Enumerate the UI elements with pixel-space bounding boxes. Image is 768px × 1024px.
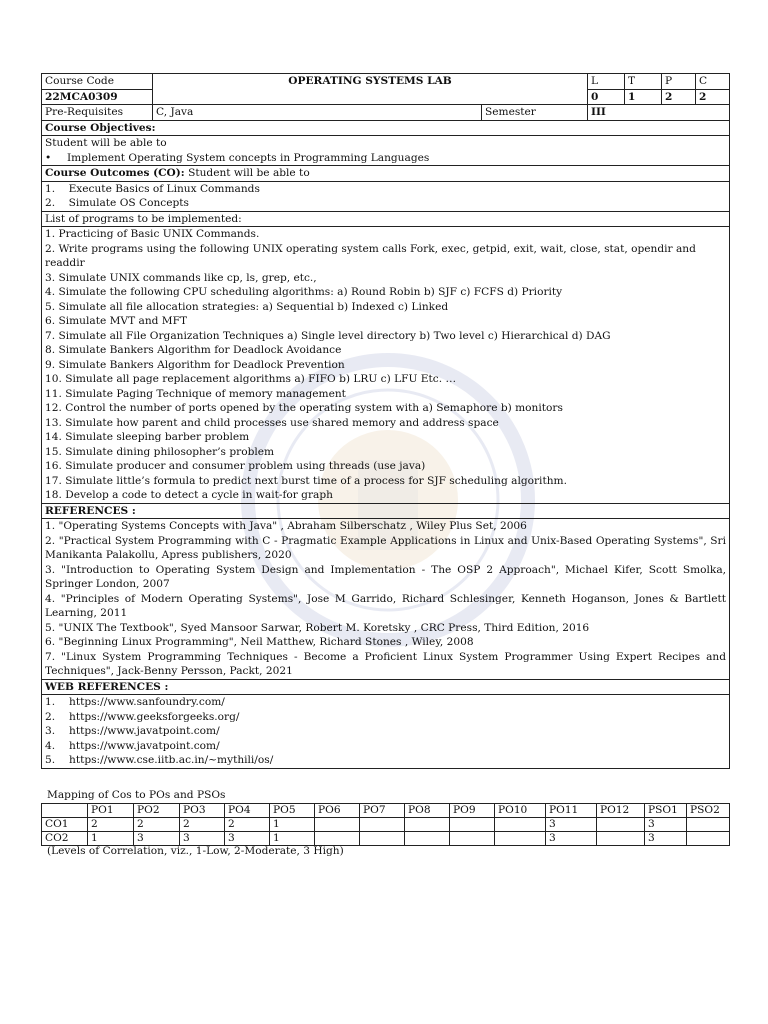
mapping-cell (450, 818, 495, 832)
course-table (41, 73, 730, 769)
reference-item: 1. "Operating Systems Concepts with Java" , Abraham Silberschatz , Wiley Plus Set, 2006 (45, 520, 527, 532)
web-reference-link[interactable]: https://www.cse.iitb.ac.in/~mythili/os/ (69, 754, 274, 766)
program-item: 10. Simulate all page replacement algorithms a) FIFO b) LRU c) LFU Etc. … (45, 373, 457, 385)
mapping-header-cell: PO2 (134, 804, 180, 818)
program-item: 3. Simulate UNIX commands like cp, ls, grep, etc., (45, 271, 317, 284)
program-item: 5. Simulate all file allocation strategies: a) Sequential b) Indexed c) Linked (45, 300, 449, 313)
mapping-cell: 3 (645, 818, 687, 832)
references-title: REFERENCES : (42, 503, 730, 519)
mapping-cell: 3 (546, 832, 597, 846)
mapping-cell (405, 832, 450, 846)
ltpc-value-p: 2 (662, 89, 696, 105)
program-item: 7. Simulate all File Organization Techniques a) Single level directory b) Two level c) Hierarchical d) DAG (45, 329, 611, 342)
mapping-cell: 2 (225, 818, 270, 832)
mapping-caption: Mapping of Cos to POs and PSOs (47, 789, 226, 801)
objectives-body-row (42, 136, 730, 166)
web-reference-link[interactable]: https://www.javatpoint.com/ (69, 739, 220, 752)
objectives-intro: Student will be able to (45, 137, 167, 149)
web-reference-number: 5. (45, 754, 56, 766)
bullet-icon: • (45, 151, 52, 164)
ltpc-value-l: 0 (588, 89, 625, 105)
mapping-cell (450, 832, 495, 846)
mapping-cell (597, 818, 645, 832)
objectives-title-row (42, 120, 730, 136)
outcome-item: 1. Execute Basics of Linux Commands (45, 182, 260, 195)
ltpc-label-p: P (662, 74, 696, 90)
web-reference-item (45, 710, 726, 725)
semester-value: III (588, 105, 730, 121)
ltpc-label-l: L (588, 74, 625, 90)
outcomes-heading (42, 166, 730, 182)
web-reference-number: 4. (45, 739, 56, 752)
program-item: 4. Simulate the following CPU scheduling algorithms: a) Round Robin b) SJF c) FCFS d) Priority (45, 286, 563, 298)
web-reference-number: 3. (45, 725, 56, 737)
objective-item: • Implement Operating System concepts in Programming Languages (45, 151, 430, 164)
web-references-list (42, 695, 730, 769)
mapping-row (42, 832, 730, 846)
mapping-cell: 3 (645, 832, 687, 846)
mapping-header-cell (42, 804, 88, 818)
program-item: 16. Simulate producer and consumer problem using threads (use java) (45, 460, 426, 472)
reference-item: 5. "UNIX The Textbook", Syed Mansoor Sarwar, Robert M. Koretsky , CRC Press, Third Edition, 2016 (45, 621, 590, 634)
web-reference-item (45, 695, 726, 710)
mapping-header-cell: PSO1 (645, 804, 687, 818)
mapping-cell (687, 832, 730, 846)
program-item: 14. Simulate sleeping barber problem (45, 431, 250, 443)
mapping-header-cell: PO1 (88, 804, 134, 818)
web-reference-link[interactable]: https://www.sanfoundry.com/ (69, 696, 225, 708)
mapping-header-cell: PO10 (495, 804, 546, 818)
web-references-title-row (42, 679, 730, 695)
objectives-title: Course Objectives: (42, 120, 730, 136)
header-row-3 (42, 105, 730, 121)
reference-item: 3. "Introduction to Operating System Design and Implementation - The OSP 2 Approach", Michael Kifer, Scott Smolka, Springer London, 2007 (45, 563, 727, 590)
ltpc-value-t: 1 (625, 89, 662, 105)
program-item: 6. Simulate MVT and MFT (45, 315, 188, 327)
course-title: OPERATING SYSTEMS LAB (153, 74, 588, 105)
web-reference-item (45, 753, 726, 768)
programs-list (42, 227, 730, 504)
mapping-header-cell: PSO2 (687, 804, 730, 818)
programs-body-row (42, 227, 730, 504)
program-item: 15. Simulate dining philosopher’s problem (45, 445, 275, 458)
program-item: 17. Simulate little’s formula to predict next burst time of a process for SJF scheduling algorithm. (45, 474, 567, 487)
program-item: 13. Simulate how parent and child processes use shared memory and address space (45, 416, 499, 429)
mapping-cell: 1 (270, 832, 315, 846)
mapping-cell (495, 818, 546, 832)
mapping-header-cell: PO3 (180, 804, 225, 818)
mapping-cell (495, 832, 546, 846)
mapping-cell: 1 (88, 832, 134, 846)
mapping-cell: 3 (180, 832, 225, 846)
header-row-1 (42, 74, 730, 90)
mapping-cell (360, 818, 405, 832)
mapping-cell (315, 832, 360, 846)
web-reference-link[interactable]: https://www.geeksforgeeks.org/ (69, 710, 240, 723)
mapping-header-cell: PO5 (270, 804, 315, 818)
program-item: 12. Control the number of ports opened by the operating system with a) Semaphore b) monitors (45, 402, 563, 414)
mapping-cell: 3 (225, 832, 270, 846)
mapping-cell: 1 (270, 818, 315, 832)
ltpc-label-t: T (625, 74, 662, 90)
outcomes-body-row (42, 181, 730, 211)
reference-item: 4. "Principles of Modern Operating Systems", Jose M Garrido, Richard Schlesinger, Kenneth Hoganson, Jones & Bartlett Learning, 2011 (45, 592, 727, 619)
outcomes-title: Course Outcomes (CO): (45, 167, 185, 179)
mapping-cell: CO1 (42, 818, 88, 832)
program-item: 11. Simulate Paging Technique of memory management (45, 387, 346, 400)
reference-item: 7. "Linux System Programming Techniques - Become a Proficient Linux System Programmer Using Expert Recipes and Techniques", Jack-Benny Persson, Packt, 2021 (45, 650, 727, 677)
correlation-levels-note: (Levels of Correlation, viz., 1-Low, 2-Moderate, 3 High) (47, 845, 344, 857)
mapping-cell (405, 818, 450, 832)
mapping-header-cell: PO7 (360, 804, 405, 818)
co-po-mapping-table (41, 803, 730, 846)
program-item: 1. Practicing of Basic UNIX Commands. (45, 228, 260, 240)
mapping-header-cell: PO9 (450, 804, 495, 818)
program-item: 8. Simulate Bankers Algorithm for Deadlock Avoidance (45, 344, 342, 356)
programs-title: List of programs to be implemented: (42, 211, 730, 227)
prereq-value: C, Java (153, 105, 482, 121)
outcomes-title-row (42, 166, 730, 182)
mapping-cell (360, 832, 405, 846)
ltpc-value-c: 2 (696, 89, 730, 105)
reference-item: 2. "Practical System Programming with C - Pragmatic Example Applications in Linux and Unix-Based Operating Systems", Sri Manikanta Palakollu, Apress publishers, 2020 (45, 534, 727, 561)
programs-title-row (42, 211, 730, 227)
mapping-cell: CO2 (42, 832, 88, 846)
prereq-label: Pre-Requisites (42, 105, 153, 121)
course-code-value: 22MCA0309 (42, 89, 153, 105)
web-references-title: WEB REFERENCES : (42, 679, 730, 695)
mapping-cell: 2 (88, 818, 134, 832)
program-item: 9. Simulate Bankers Algorithm for Deadlock Prevention (45, 358, 345, 371)
references-title-row (42, 503, 730, 519)
web-reference-number: 1. (45, 696, 56, 708)
web-reference-item (45, 724, 726, 739)
outcomes-intro: Student will be able to (184, 167, 310, 179)
outcomes-body (42, 181, 730, 211)
mapping-cell: 2 (180, 818, 225, 832)
course-syllabus-page (41, 73, 729, 769)
references-body-row (42, 519, 730, 680)
web-reference-item (45, 739, 726, 754)
web-reference-number: 2. (45, 710, 56, 723)
mapping-cell (687, 818, 730, 832)
web-references-body-row (42, 695, 730, 769)
mapping-cell: 3 (134, 832, 180, 846)
mapping-header-cell: PO8 (405, 804, 450, 818)
mapping-cell (315, 818, 360, 832)
references-list (42, 519, 730, 680)
program-item: 18. Develop a code to detect a cycle in wait-for graph (45, 489, 333, 501)
mapping-cell: 2 (134, 818, 180, 832)
objectives-body (42, 136, 730, 166)
course-code-label: Course Code (42, 74, 153, 90)
program-item: 2. Write programs using the following UNIX operating system calls Fork, exec, getpid, exit, wait, close, stat, opendir and readdir (45, 242, 696, 269)
mapping-header-cell: PO4 (225, 804, 270, 818)
ltpc-label-c: C (696, 74, 730, 90)
web-reference-link[interactable]: https://www.javatpoint.com/ (69, 725, 220, 737)
mapping-header-cell: PO12 (597, 804, 645, 818)
outcome-item: 2. Simulate OS Concepts (45, 197, 189, 209)
reference-item: 6. "Beginning Linux Programming", Neil Matthew, Richard Stones , Wiley, 2008 (45, 636, 474, 648)
mapping-row (42, 818, 730, 832)
mapping-header-cell: PO6 (315, 804, 360, 818)
mapping-cell: 3 (546, 818, 597, 832)
mapping-header-cell: PO11 (546, 804, 597, 818)
semester-label: Semester (482, 105, 588, 121)
mapping-cell (597, 832, 645, 846)
mapping-header-row (42, 804, 730, 818)
